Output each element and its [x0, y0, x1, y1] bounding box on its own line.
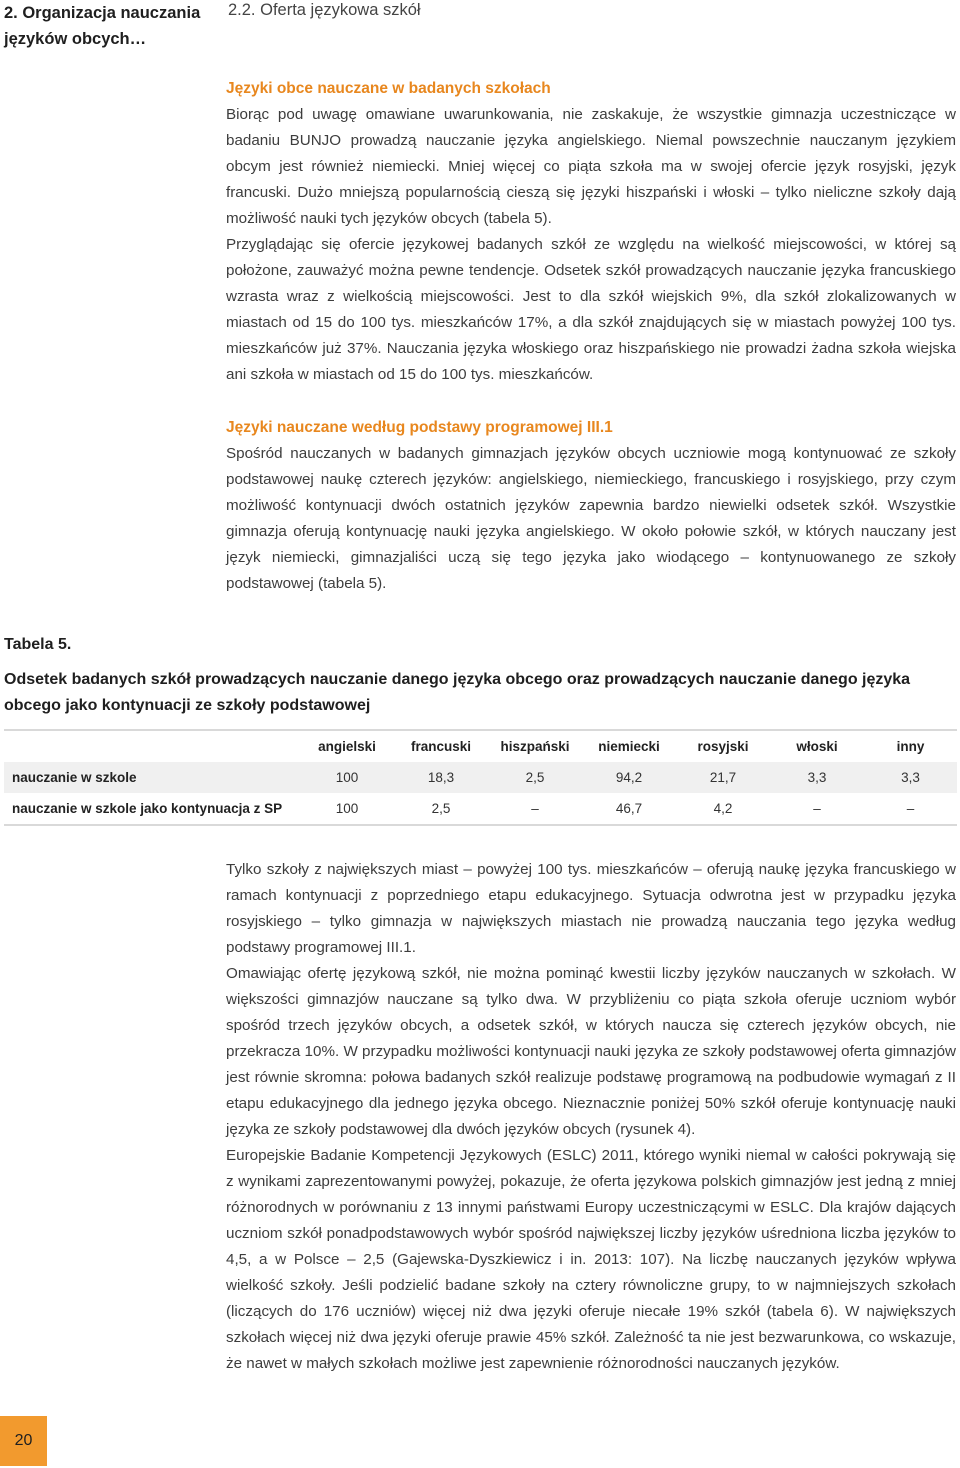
section-language-offer [226, 857, 956, 1377]
table-cell: 2,5 [525, 770, 545, 785]
table-cell: 46,7 [615, 801, 643, 816]
column-header: inny [896, 739, 925, 754]
section-core-curriculum [226, 415, 956, 597]
table-cell: 18,3 [427, 770, 455, 785]
table-row [4, 762, 957, 793]
column-header: angielski [318, 739, 376, 754]
page-number: 20 [0, 1416, 47, 1466]
table-cell: 100 [335, 801, 359, 816]
section-title: 2.2. Oferta językowa szkół [228, 1, 421, 19]
row-header: nauczanie w szkole [12, 770, 137, 785]
row-header: nauczanie w szkole jako kontynuacja z SP [12, 801, 283, 816]
paragraph: Spośród nauczanych w badanych gimnazjach języków obcych uczniowie mogą kontynuować ze szkoły podstawowej naukę czterech języków: angielskiego, niemieckiego, francuskiego i rosyjskiego, przy czym możliwość kontynuacji dwóch ostatnich języków zapewnia bardzo niewielki odsetek szkół. Wszystkie gimnazja oferują kontynuację nauki języka angielskiego. W około połowie szkół, w których nauczany jest język niemiecki, gimnazjaliści uczą się tego języka jako wiodącego – kontynuowanego ze szkoły podstawowej (tabela 5). [226, 445, 956, 592]
column-header: rosyjski [697, 739, 749, 754]
data-table [4, 729, 957, 826]
table-label: Tabela 5. [4, 636, 72, 653]
column-header: francuski [410, 739, 472, 754]
column-header: hiszpański [500, 739, 570, 754]
paragraph: Tylko szkoły z największych miast – powyżej 100 tys. mieszkańców – oferują naukę języka francuskiego w ramach kontynuacji z poprzedniego etapu edukacyjnego. Sytuacja odwrotna jest w przypadku języka rosyjskiego – tylko gimnazja w największych miastach nie prowadzą nauczania tego języka według podstawy programowej III.1. [226, 861, 956, 956]
table-cell: – [813, 801, 821, 816]
table-row [4, 793, 957, 825]
paragraph: Biorąc pod uwagę omawiane uwarunkowania, nie zaskakuje, że wszystkie gimnazja uczestniczące w badaniu BUNJO prowadzą nauczanie języka angielskiego. Niemal powszechnie nauczanym językiem obcym jest również niemiecki. Mniej więcej co piąta szkoła ma w swojej ofercie język rosyjski, język francuski. Dużo mniejszą popularnością cieszą się języki hiszpański i włoski – tylko nieliczne szkoły dają możliwość nauki tych języków obcych (tabela 5). [226, 106, 956, 227]
table-header-row [4, 730, 957, 762]
table-cell: 2,5 [431, 801, 451, 816]
column-header [4, 730, 300, 762]
paragraph: Europejskie Badanie Kompetencji Językowych (ESLC) 2011, którego wyniki niemal w całości pokrywają się z wynikami zaprezentowanymi powyżej, pokazuje, że oferta językowa polskich gimnazjów jest jedną z mniej różnorodnych w porównaniu z 13 innymi państwami Europy uczestniczącymi w ESLC. Dla krajów dających uczniom szkół ponadpodstawowych wybór spośród największej liczby języków uśredniona liczba języków to 4,5, a w Polsce – 2,5 (Gajewska-Dyszkiewicz i in. 2013: 107). Na liczbę nauczanych języków wpływa wielkość szkoły. Jeśli podzielić badane szkoły na cztery równoliczne grupy, to w najmniejszych szkołach (liczących do 176 uczniów) więcej niż dwa języki oferuje niecałe 19% szkół (tabela 6). W największych szkołach więcej niż dwa języki oferuje prawie 45% szkół. Zależność ta nie jest bezwarunkowa, co wskazuje, że nawet w małych szkołach możliwe jest zapewnienie różnorodności nauczanych języków. [226, 1147, 956, 1372]
paragraph: Przyglądając się ofercie językowej badanych szkół ze względu na wielkość miejscowości, w której są położone, zauważyć można pewne tendencje. Odsetek szkół prowadzących nauczanie języka francuskiego wzrasta wraz z wielkością miejscowości. Jest to dla szkół wiejskich 9%, dla szkół zlokalizowanych w miastach od 15 do 100 tys. mieszkańców 17%, a dla szkół znajdujących się w miastach powyżej 100 tys. mieszkańców już 37%. Nauczania języka włoskiego oraz hiszpańskiego nie prowadzi żadna szkoła wiejska ani szkoła w miastach od 15 do 100 tys. mieszkańców. [226, 236, 956, 383]
table-cell: – [531, 801, 539, 816]
table-cell: 3,3 [901, 770, 920, 785]
table-cell: 100 [335, 770, 359, 785]
table-cell: 21,7 [709, 770, 737, 785]
table-caption: Odsetek badanych szkół prowadzących nauczanie danego języka obcego oraz prowadzących nauczanie danego języka obcego jako kontynuacji ze szkoły podstawowej [4, 671, 911, 714]
chapter-title: 2. Organizacja nauczania języków obcych… [4, 4, 201, 48]
section-heading: Języki nauczane według podstawy programowej III.1 [226, 419, 613, 436]
table-cell: 94,2 [615, 770, 643, 785]
column-header: włoski [796, 739, 838, 754]
table-cell: – [906, 801, 915, 816]
table-cell: 4,2 [713, 801, 733, 816]
section-languages-taught [226, 76, 956, 388]
column-header: niemiecki [598, 739, 660, 754]
table-cell: 3,3 [807, 770, 827, 785]
section-heading: Języki obce nauczane w badanych szkołach [226, 80, 551, 97]
paragraph: Omawiając ofertę językową szkół, nie można pominąć kwestii liczby języków nauczanych w szkołach. W większości gimnazjów nauczane są tylko dwa. W przybliżeniu co piąta szkoła oferuje uczniom wybór spośród trzech języków obcych, a odsetek szkół, w których naucza się czterech języków obcych, nie przekracza 10%. W przypadku możliwości kontynuacji nauki języka ze szkoły podstawowej oferta gimnazjów jest równie skromna: połowa badanych szkół realizuje podstawę programową na podbudowie wymagań z II etapu edukacyjnego dla jednego języka obcego. Nieznacznie poniżej 50% szkół oferuje kontynuację nauki języka ze szkoły podstawowej dla dwóch języków obcych (rysunek 4). [226, 965, 956, 1138]
